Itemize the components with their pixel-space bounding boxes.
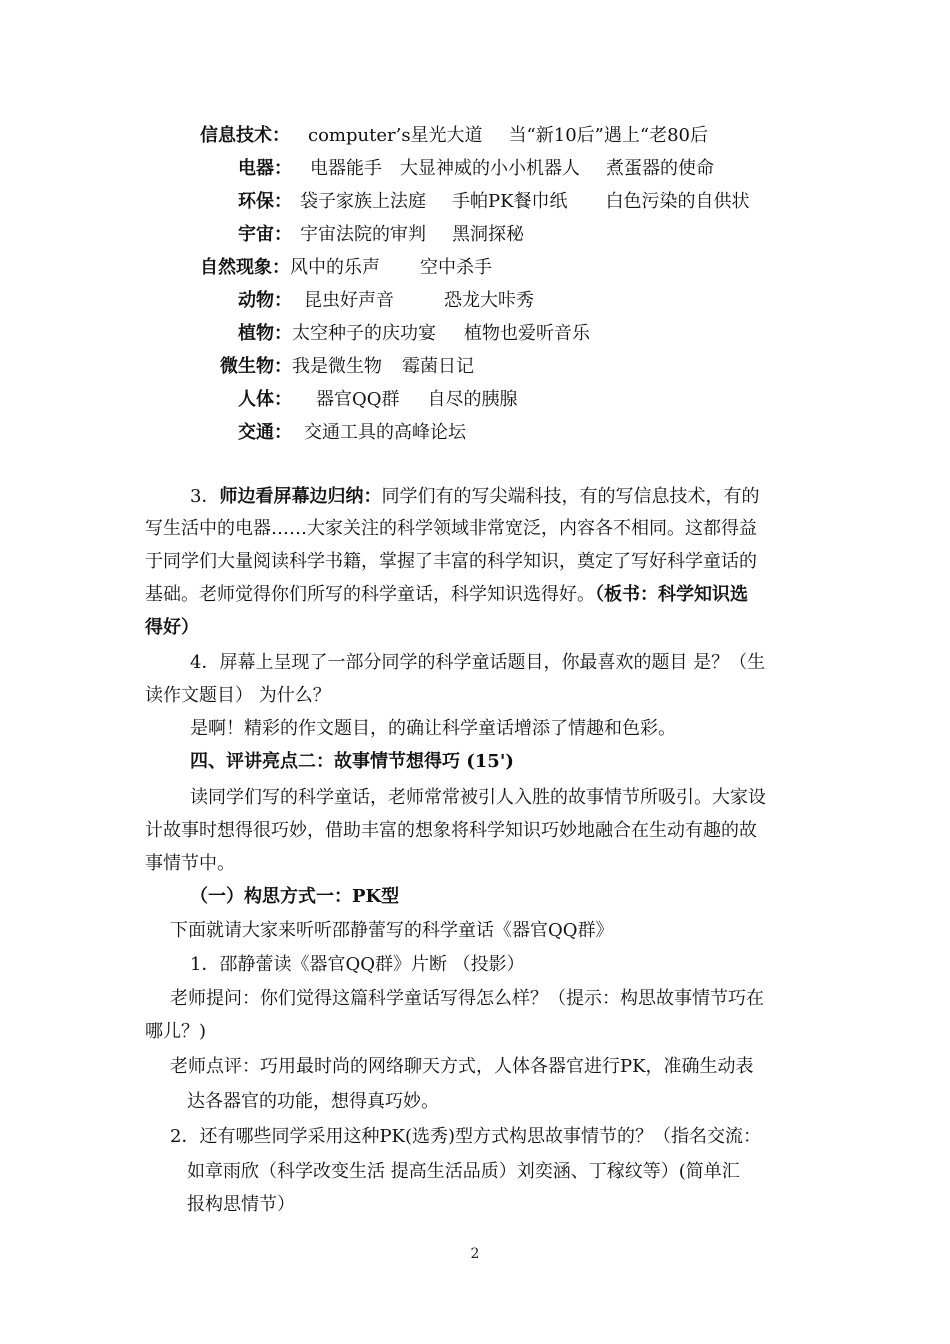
category-item: 风中的乐声: [290, 257, 380, 278]
category-label: 人体：: [238, 389, 292, 410]
category-item: 恐龙大咔秀: [444, 290, 534, 311]
category-item: 空中杀手: [420, 257, 492, 278]
category-row-plants: [238, 319, 590, 349]
category-item: 黑洞探秘: [452, 224, 524, 245]
teacher-comment-line: 达各器官的功能，想得真巧妙。: [187, 1091, 439, 1112]
section-heading: 四、评讲亮点二：故事情节想得巧 (15'): [190, 751, 514, 772]
item-number: 3．: [190, 486, 220, 507]
category-row-environment: [238, 187, 750, 217]
category-item: 植物也爱听音乐: [464, 323, 590, 344]
response-line: 是啊！精彩的作文题目，的确让科学童话增添了情趣和色彩。: [190, 718, 676, 739]
category-row-microbes: [220, 352, 474, 382]
intro-paragraph-line: 事情节中。: [145, 853, 235, 874]
summary-paragraph-line: [145, 579, 748, 611]
teacher-question-line: 老师提问：你们觉得这篇科学童话写得怎么样？（提示：构思故事情节巧在: [170, 988, 764, 1009]
body-line: 下面就请大家来听听邵静蕾写的科学童话《器官QQ群》: [170, 920, 614, 941]
category-row-human-body: [238, 385, 518, 415]
summary-paragraph-line: 写生活中的电器……大家关注的科学领域非常宽泛，内容各不相同。这都得益: [145, 518, 757, 539]
category-label: 信息技术：: [200, 125, 290, 146]
category-row-appliances: [238, 154, 714, 184]
category-item: 交通工具的高峰论坛: [304, 422, 466, 443]
category-label: 微生物：: [220, 356, 292, 377]
category-label: 植物：: [238, 323, 292, 344]
category-item: computer’s星光大道: [308, 125, 483, 146]
exchange-line: 2．还有哪些同学采用这种PK(选秀)型方式构思故事情节的？（指名交流：: [170, 1126, 762, 1147]
category-item: 器官QQ群: [316, 389, 400, 410]
teacher-question-line: 哪儿？): [145, 1021, 207, 1042]
category-label: 环保：: [238, 191, 292, 212]
category-item: 煮蛋器的使命: [606, 158, 714, 179]
category-item: 宇宙法院的审判: [300, 224, 426, 245]
category-row-universe: [238, 220, 524, 250]
blackboard-note-end: 得好）: [145, 617, 199, 638]
page-number: 2: [470, 1246, 480, 1262]
question-line: 读作文题目） 为什么？: [145, 685, 331, 706]
category-item: 大显神威的小小机器人: [400, 158, 580, 179]
category-label: 自然现象：: [200, 257, 290, 278]
intro-paragraph-line: 读同学们写的科学童话，老师常常被引人入胜的故事情节所吸引。大家设: [190, 787, 766, 808]
summary-paragraph-line: 于同学们大量阅读科学书籍，掌握了丰富的科学知识，奠定了写好科学童话的: [145, 551, 757, 572]
line-text: 同学们有的写尖端科技，有的写信息技术，有的: [381, 486, 760, 507]
summary-paragraph-line: [190, 481, 759, 513]
category-item: 昆虫好声音: [304, 290, 394, 311]
teacher-comment-line: 老师点评：巧用最时尚的网络聊天方式，人体各器官进行PK，准确生动表: [170, 1056, 754, 1077]
category-item: 我是微生物: [292, 356, 382, 377]
line-text: 基础。老师觉得你们所写的科学童话，科学知识选得好。: [145, 584, 595, 605]
intro-paragraph-line: 计故事时想得很巧妙，借助丰富的想象将科学知识巧妙地融合在生动有趣的故: [145, 820, 757, 841]
category-row-animals: [238, 286, 534, 316]
category-item: 自尽的胰腺: [427, 389, 518, 410]
category-label: 宇宙：: [238, 224, 292, 245]
category-item: 白色污染的自供状: [605, 191, 750, 212]
body-line: 1．邵静蕾读《器官QQ群》片断 （投影）: [190, 954, 525, 975]
category-item: 当“新10后”遇上“老80后: [508, 125, 708, 146]
bold-phrase: 师边看屏幕边归纳：: [219, 486, 382, 507]
category-item: 手帕PK餐巾纸: [452, 191, 568, 212]
category-row-traffic: [238, 418, 466, 448]
category-row-nature: [200, 253, 492, 283]
category-label: 动物：: [238, 290, 292, 311]
category-row-info-tech: [200, 121, 708, 151]
blackboard-note: （板书：科学知识选: [595, 584, 748, 605]
exchange-line: 如章雨欣（科学改变生活 提高生活品质）刘奕涵、丁稼纹等）(简单汇: [187, 1161, 740, 1182]
subsection-heading: （一）构思方式一：PK型: [190, 886, 400, 907]
category-label: 电器：: [238, 158, 292, 179]
category-item: 霉菌日记: [402, 356, 474, 377]
category-item: 太空种子的庆功宴: [292, 323, 436, 344]
question-line: 4．屏幕上呈现了一部分同学的科学童话题目，你最喜欢的题目 是？（生: [190, 652, 766, 673]
category-label: 交通：: [238, 422, 292, 443]
category-item: 电器能手: [310, 158, 382, 179]
category-item: 袋子家族上法庭: [300, 191, 426, 212]
exchange-line: 报构思情节）: [187, 1194, 295, 1215]
